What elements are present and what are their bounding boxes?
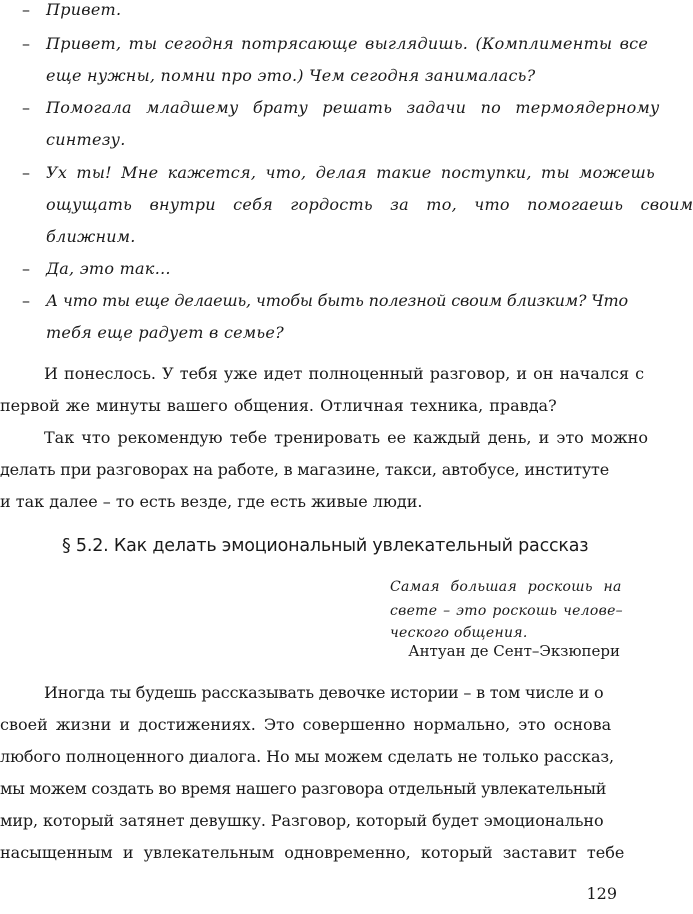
- epigraph-line: ческого общения.: [390, 625, 528, 641]
- dialogue-text: Да, это так…: [46, 259, 171, 278]
- dialogue-text: А что ты еще делаешь, чтобы быть полезной своим близким? Что: [46, 291, 629, 310]
- dialogue-dash: –: [22, 34, 31, 53]
- dialogue-dash: –: [22, 98, 31, 117]
- dialogue-continuation: синтезу.: [46, 130, 126, 149]
- epigraph-line: Самая большая роскошь на: [390, 579, 622, 595]
- paragraph-line: своей жизни и достижениях. Это совершенно нормально, это основа: [0, 715, 612, 734]
- dialogue-continuation: ближним.: [46, 227, 136, 246]
- paragraph-line: Иногда ты будешь рассказывать девочке истории – в том числе и о: [44, 683, 604, 702]
- dialogue-dash: –: [22, 259, 31, 278]
- dialogue-continuation: тебя еще радует в семье?: [46, 323, 284, 342]
- dialogue-dash: –: [22, 291, 31, 310]
- paragraph-line: мы можем создать во время нашего разговора отдельный увлекательный: [0, 779, 607, 798]
- paragraph-line: первой же минуты вашего общения. Отличная техника, правда?: [0, 396, 557, 415]
- section-heading: § 5.2. Как делать эмоциональный увлекательный рассказ: [62, 536, 589, 556]
- paragraph-line: любого полноценного диалога. Но мы можем сделать не только рассказ,: [0, 747, 615, 766]
- dialogue-dash: –: [22, 0, 31, 19]
- dialogue-text: Ух ты! Мне кажется, что, делая такие поступки, ты можешь: [46, 163, 655, 182]
- paragraph-line: и так далее – то есть везде, где есть живые люди.: [0, 492, 423, 511]
- dialogue-text: Помогала младшему брату решать задачи по термоядерному: [46, 98, 660, 117]
- paragraph-line: насыщенным и увлекательным одновременно, который заставит тебе: [0, 843, 625, 862]
- dialogue-dash: –: [22, 163, 31, 182]
- dialogue-continuation: ощущать внутри себя гордость за то, что помогаешь своим: [46, 195, 693, 214]
- epigraph-line: свете – это роскошь челове–: [390, 603, 623, 619]
- dialogue-text: Привет.: [46, 0, 122, 19]
- page-number: 129: [586, 884, 617, 903]
- paragraph-line: мир, который затянет девушку. Разговор, который будет эмоционально: [0, 811, 604, 830]
- paragraph-line: Так что рекомендую тебе тренировать ее каждый день, и это можно: [44, 428, 648, 447]
- dialogue-text: Привет, ты сегодня потрясающе выглядишь. (Комплименты все: [46, 34, 649, 53]
- dialogue-continuation: еще нужны, помни про это.) Чем сегодня занималась?: [46, 66, 536, 85]
- paragraph-line: делать при разговорах на работе, в магазине, такси, автобусе, институте: [0, 460, 609, 479]
- epigraph-author: Антуан де Сент–Экзюпери: [408, 642, 620, 660]
- paragraph-line: И понеслось. У тебя уже идет полноценный разговор, и он начался с: [44, 364, 645, 383]
